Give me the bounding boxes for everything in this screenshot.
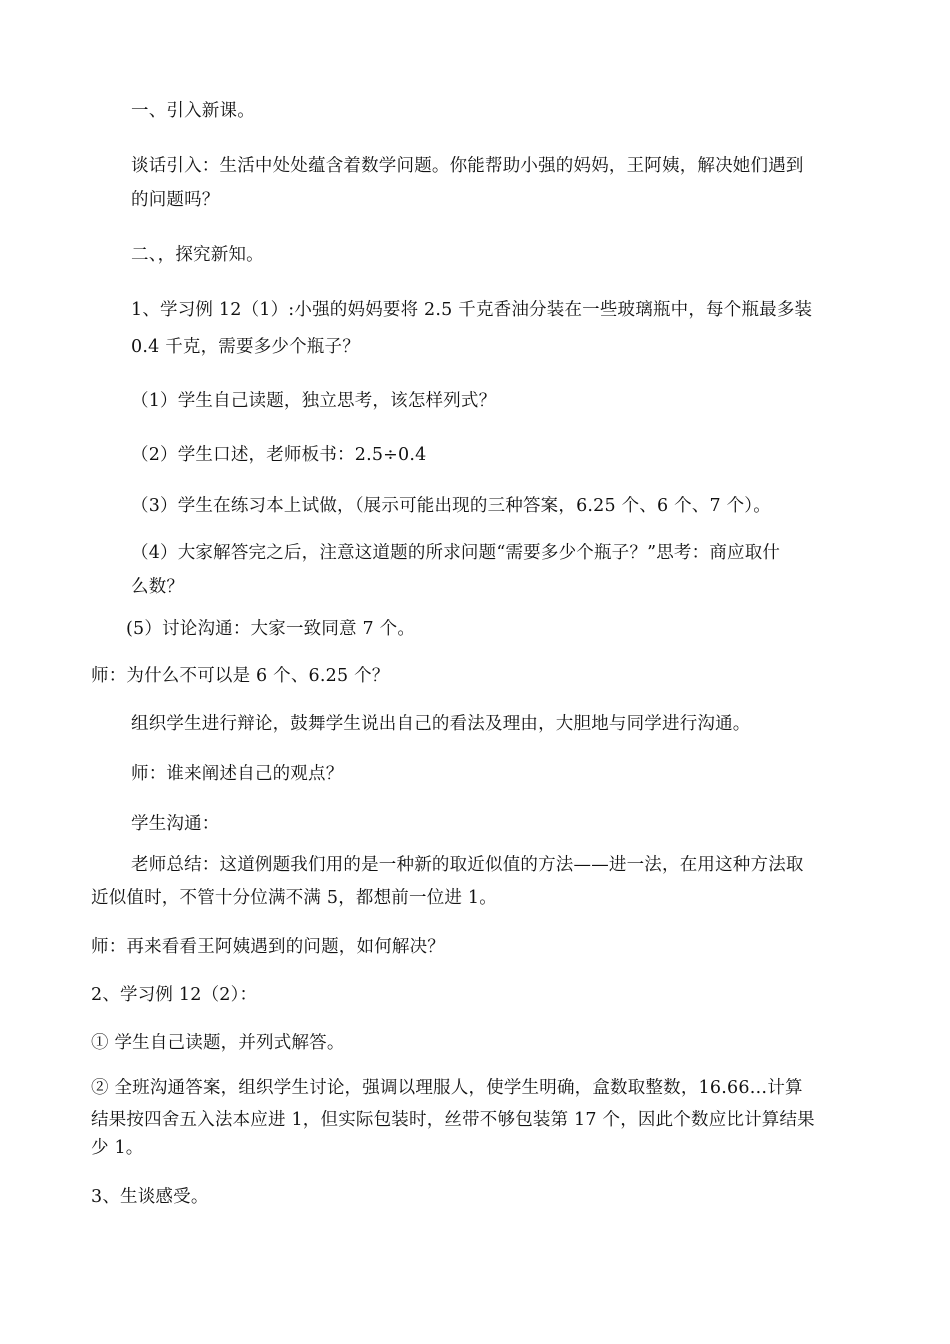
step-4-line1: （4）大家解答完之后，注意这道题的所求问题“需要多少个瓶子？”思考：商应取什 xyxy=(131,543,781,563)
heading-introduce-lesson: 一、引入新课。 xyxy=(131,101,255,121)
step-4-line2: 么数？ xyxy=(131,577,185,597)
example-12-2-heading: 2、学习例 12（2）： xyxy=(91,985,258,1005)
heading-explore-new-knowledge: 二、，探究新知。 xyxy=(131,245,264,265)
example-12-1-line2: 0.4 千克，需要多少个瓶子？ xyxy=(131,337,360,357)
students-communicate: 学生沟通： xyxy=(131,814,220,834)
teacher-summary-line2: 近似值时，不管十分位满不满 5，都想前一位进 1。 xyxy=(91,888,497,908)
paragraph-intro-talk-line1: 谈话引入：生活中处处蕴含着数学问题。你能帮助小强的妈妈，王阿姨，解决她们遇到 xyxy=(131,156,804,176)
item-circled-2-line2: 结果按四舍五入法本应进 1，但实际包装时，丝带不够包装第 17 个，因此个数应比计算结果 xyxy=(91,1110,815,1130)
paragraph-debate: 组织学生进行辩论，鼓舞学生说出自己的看法及理由，大胆地与同学进行沟通。 xyxy=(131,714,751,734)
step-2: （2）学生口述，老师板书：2.5÷0.4 xyxy=(131,445,427,465)
item-circled-1: ① 学生自己读题，并列式解答。 xyxy=(91,1033,345,1053)
item-circled-2-line1: ② 全班沟通答案，组织学生讨论，强调以理服人，使学生明确，盒数取整数，16.66…计算 xyxy=(91,1078,803,1098)
teacher-question-why: 师：为什么不可以是 6 个、6.25 个？ xyxy=(91,666,390,686)
item-circled-2-line3: 少 1。 xyxy=(91,1138,144,1158)
step-1: （1）学生自己读题，独立思考，该怎样列式？ xyxy=(131,391,497,411)
step-5: (5）讨论沟通：大家一致同意 7 个。 xyxy=(126,619,416,639)
teacher-summary-line1: 老师总结：这道例题我们用的是一种新的取近似值的方法——进一法，在用这种方法取 xyxy=(131,855,804,875)
paragraph-intro-talk-line2: 的问题吗？ xyxy=(131,190,220,210)
teacher-revisit-problem: 师：再来看看王阿姨遇到的问题，如何解决？ xyxy=(91,937,445,957)
example-12-1-line1: 1、学习例 12（1）:小强的妈妈要将 2.5 千克香油分装在一些玻璃瓶中，每个瓶最多装 xyxy=(131,300,813,320)
student-reflection: 3、生谈感受。 xyxy=(91,1187,209,1207)
teacher-who-explains: 师：谁来阐述自己的观点？ xyxy=(131,764,344,784)
step-3: （3）学生在练习本上试做，（展示可能出现的三种答案，6.25 个、6 个、7 个）。 xyxy=(131,496,771,516)
